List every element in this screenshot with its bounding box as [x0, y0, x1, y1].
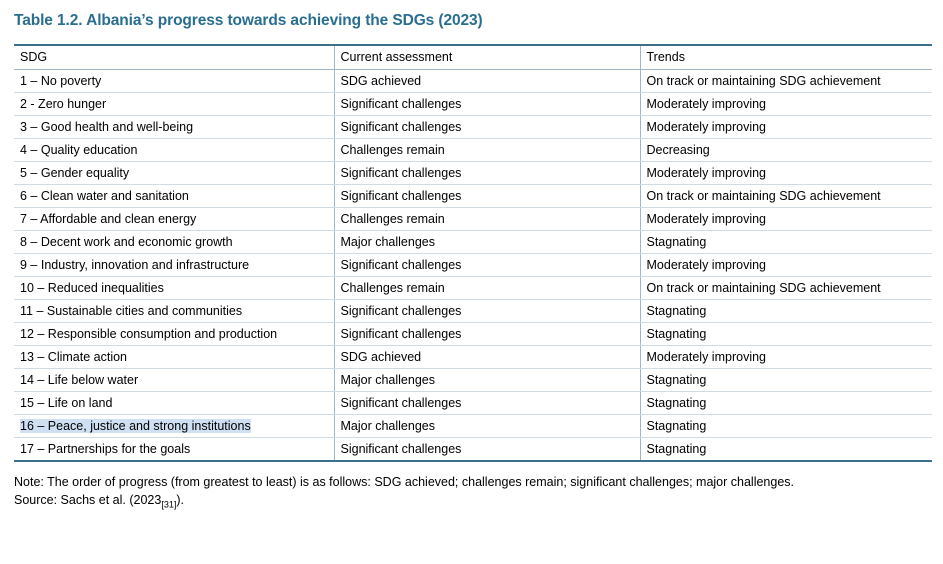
cell-sdg: 8 – Decent work and economic growth	[14, 231, 334, 254]
table-row	[14, 254, 932, 277]
cell-trend: Stagnating	[640, 438, 932, 462]
cell-assessment: Major challenges	[334, 231, 640, 254]
cell-assessment: Significant challenges	[334, 392, 640, 415]
table-row	[14, 231, 932, 254]
cell-assessment: SDG achieved	[334, 346, 640, 369]
cell-trend: Stagnating	[640, 369, 932, 392]
cell-trend: On track or maintaining SDG achievement	[640, 185, 932, 208]
sdg-progress-table	[14, 44, 932, 462]
cell-sdg: 17 – Partnerships for the goals	[14, 438, 334, 462]
table-row	[14, 346, 932, 369]
cell-trend: On track or maintaining SDG achievement	[640, 277, 932, 300]
source-prefix: Source: Sachs et al. (2023	[14, 493, 162, 508]
note-line: Note: The order of progress (from greatest to least) is as follows: SDG achieved; challenges remain; significant challenges; major challenges.	[14, 475, 795, 489]
cell-trend: Stagnating	[640, 415, 932, 438]
table-row	[14, 277, 932, 300]
table-row	[14, 70, 932, 93]
table-row	[14, 415, 932, 438]
source-suffix: ).	[176, 493, 184, 508]
cell-sdg: 5 – Gender equality	[14, 162, 334, 185]
column-header-trends: Trends	[640, 45, 932, 70]
table-row	[14, 208, 932, 231]
cell-sdg: 2 - Zero hunger	[14, 93, 334, 116]
cell-sdg: 7 – Affordable and clean energy	[14, 208, 334, 231]
table-row	[14, 369, 932, 392]
cell-sdg: 12 – Responsible consumption and production	[14, 323, 334, 346]
cell-sdg: 1 – No poverty	[14, 70, 334, 93]
cell-trend: Stagnating	[640, 323, 932, 346]
cell-assessment: Challenges remain	[334, 139, 640, 162]
cell-sdg: 9 – Industry, innovation and infrastructure	[14, 254, 334, 277]
source-line	[14, 491, 931, 512]
cell-assessment: Significant challenges	[334, 323, 640, 346]
cell-sdg: 14 – Life below water	[14, 369, 334, 392]
cell-trend: Moderately improving	[640, 254, 932, 277]
table-row	[14, 162, 932, 185]
cell-assessment: Significant challenges	[334, 438, 640, 462]
column-header-sdg: SDG	[14, 45, 334, 70]
table-row	[14, 139, 932, 162]
cell-sdg: 15 – Life on land	[14, 392, 334, 415]
cell-sdg: 13 – Climate action	[14, 346, 334, 369]
selected-text-highlight: 16 – Peace, justice and strong institutions	[20, 419, 251, 433]
cell-trend: Moderately improving	[640, 346, 932, 369]
cell-assessment: Major challenges	[334, 415, 640, 438]
cell-trend: Moderately improving	[640, 93, 932, 116]
cell-assessment: Significant challenges	[334, 93, 640, 116]
cell-sdg: 4 – Quality education	[14, 139, 334, 162]
table-row	[14, 93, 932, 116]
cell-sdg	[14, 415, 334, 438]
cell-sdg: 6 – Clean water and sanitation	[14, 185, 334, 208]
cell-trend: Stagnating	[640, 300, 932, 323]
table-notes	[14, 473, 931, 512]
column-header-current-assessment: Current assessment	[334, 45, 640, 70]
cell-sdg: 11 – Sustainable cities and communities	[14, 300, 334, 323]
cell-trend: Stagnating	[640, 231, 932, 254]
table-header	[14, 45, 932, 70]
table-row	[14, 323, 932, 346]
table-row	[14, 300, 932, 323]
table-body	[14, 70, 932, 462]
table-row	[14, 116, 932, 139]
table-header-row	[14, 45, 932, 70]
cell-sdg: 3 – Good health and well-being	[14, 116, 334, 139]
cell-assessment: Significant challenges	[334, 116, 640, 139]
table-row	[14, 392, 932, 415]
cell-assessment: Major challenges	[334, 369, 640, 392]
cell-assessment: Significant challenges	[334, 254, 640, 277]
cell-trend: On track or maintaining SDG achievement	[640, 70, 932, 93]
cell-assessment: Challenges remain	[334, 208, 640, 231]
source-reference: [31]	[161, 499, 177, 510]
cell-trend: Moderately improving	[640, 116, 932, 139]
cell-assessment: Significant challenges	[334, 300, 640, 323]
cell-trend: Moderately improving	[640, 208, 932, 231]
table-row	[14, 438, 932, 462]
cell-trend: Moderately improving	[640, 162, 932, 185]
cell-trend: Decreasing	[640, 139, 932, 162]
cell-assessment: Significant challenges	[334, 185, 640, 208]
cell-trend: Stagnating	[640, 392, 932, 415]
cell-assessment: SDG achieved	[334, 70, 640, 93]
cell-sdg: 10 – Reduced inequalities	[14, 277, 334, 300]
table-row	[14, 185, 932, 208]
table-title: Table 1.2. Albania’s progress towards achieving the SDGs (2023)	[14, 12, 483, 29]
cell-assessment: Challenges remain	[334, 277, 640, 300]
cell-assessment: Significant challenges	[334, 162, 640, 185]
